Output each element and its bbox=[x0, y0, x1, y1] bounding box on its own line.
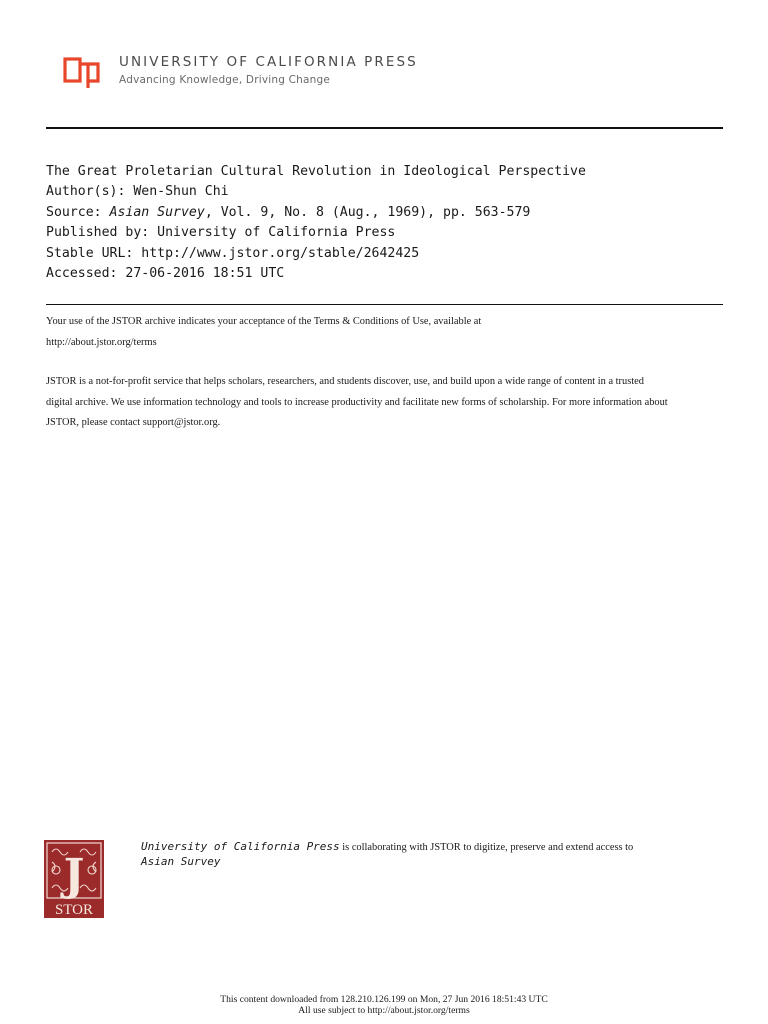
published-by-line: Published by: University of California Press bbox=[46, 225, 396, 241]
footer-terms-link[interactable]: All use subject to http://about.jstor.org/terms bbox=[298, 1005, 470, 1016]
jstor-description: JSTOR is a not-for-profit service that helps scholars, researchers, and students discover, use, and build upon a wide range of content in a trusted digital archive. We use information technology and tools to increase productivity and facilitate new forms of scholarship. For more information about JSTOR, please contact support@jstor.org. bbox=[46, 376, 668, 428]
citation-block bbox=[46, 162, 726, 284]
publisher-tagline: Advancing Knowledge, Driving Change bbox=[119, 74, 331, 86]
header-divider bbox=[46, 127, 723, 129]
jstor-logo-icon bbox=[44, 840, 104, 918]
download-info: This content downloaded from 128.210.126.199 on Mon, 27 Jun 2016 18:51:43 UTC bbox=[220, 994, 548, 1005]
authors-line: Author(s): Wen-Shun Chi bbox=[46, 184, 229, 200]
stable-url-link[interactable]: http://www.jstor.org/stable/2642425 bbox=[141, 245, 420, 261]
terms-notice: Your use of the JSTOR archive indicates your acceptance of the Terms & Conditions of Use, available at http://about.jstor.org/terms bbox=[46, 312, 726, 353]
collab-journal: Asian Survey bbox=[141, 855, 221, 868]
collab-publisher: University of California Press bbox=[141, 840, 340, 853]
ucp-logo-icon bbox=[62, 54, 102, 90]
stable-url-line: Stable URL: http://www.jstor.org/stable/2642425 bbox=[46, 245, 420, 261]
author-name: Wen-Shun Chi bbox=[133, 184, 229, 200]
publisher-name: UNIVERSITY OF CALIFORNIA PRESS bbox=[119, 54, 418, 70]
accessed-line: Accessed: 27-06-2016 18:51 UTC bbox=[46, 266, 285, 282]
source-line: Source: Asian Survey, Vol. 9, No. 8 (Aug., 1969), pp. 563-579 bbox=[46, 204, 531, 220]
citation-divider bbox=[46, 304, 723, 305]
terms-link[interactable]: http://about.jstor.org/terms bbox=[46, 336, 157, 348]
journal-name: Asian Survey bbox=[109, 204, 205, 220]
collaboration-notice: University of California Press is collaborating with JSTOR to digitize, preserve and extend access to Asian Survey bbox=[141, 840, 634, 868]
jstor-logo-wordmark: STOR bbox=[54, 902, 94, 918]
jstor-logo-letter: J bbox=[63, 850, 85, 901]
download-footer bbox=[0, 994, 768, 1016]
article-title: The Great Proletarian Cultural Revolution in Ideological Perspective bbox=[46, 164, 586, 179]
